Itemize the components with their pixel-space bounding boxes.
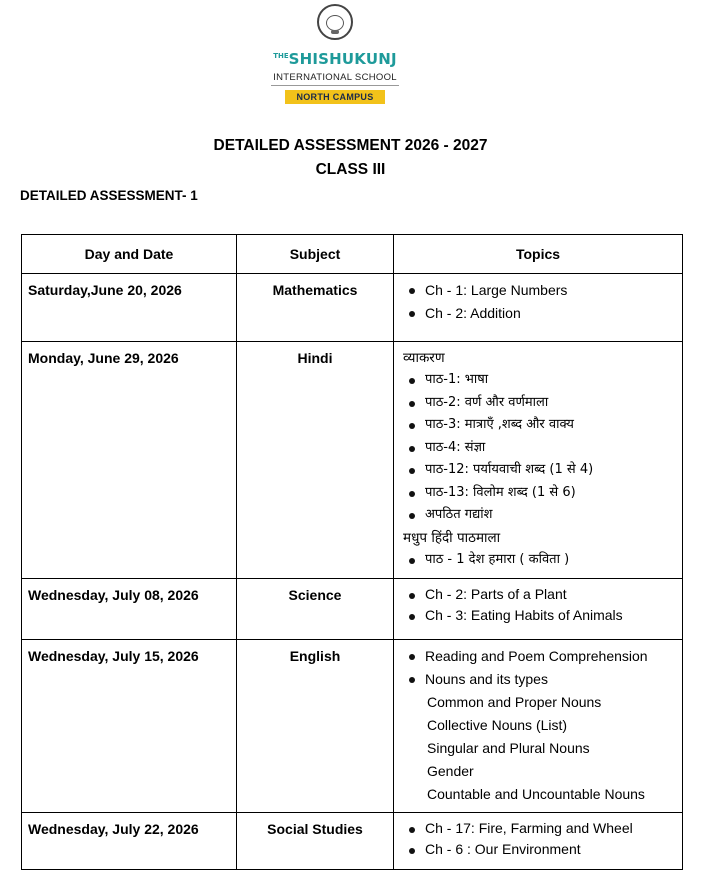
topic-item: Ch - 2: Addition bbox=[403, 302, 676, 325]
topic-item: Ch - 2: Parts of a Plant bbox=[403, 584, 676, 605]
topic-item: Reading and Poem Comprehension bbox=[403, 645, 676, 668]
row-topics bbox=[394, 342, 683, 579]
topic-item: Nouns and its types bbox=[403, 668, 676, 691]
subtopic-item: Gender bbox=[427, 763, 474, 779]
assessment-table bbox=[21, 234, 683, 870]
topic-item: पाठ - 1 देश हमारा ( कविता ) bbox=[403, 549, 676, 572]
row-date: Wednesday, July 15, 2026 bbox=[22, 640, 237, 813]
topic-item: पाठ-13: विलोम शब्द (1 से 6) bbox=[403, 482, 676, 505]
table-row bbox=[22, 579, 683, 640]
class-title: CLASS III bbox=[315, 161, 386, 178]
subtopic-item: Singular and Plural Nouns bbox=[427, 740, 590, 756]
row-subject: Mathematics bbox=[237, 274, 394, 342]
table-row bbox=[22, 274, 683, 342]
row-subject: Science bbox=[237, 579, 394, 640]
logo-campus-badge: NORTH CAMPUS bbox=[285, 90, 385, 104]
topic-item: Ch - 1: Large Numbers bbox=[403, 279, 676, 302]
school-emblem-icon bbox=[317, 4, 353, 40]
subtopic-item: Common and Proper Nouns bbox=[427, 694, 602, 710]
row-topics bbox=[394, 579, 683, 640]
topic-item: Ch - 6 : Our Environment bbox=[403, 839, 676, 860]
page-title: DETAILED ASSESSMENT 2026 - 2027 bbox=[213, 137, 488, 154]
table-header-row bbox=[22, 235, 683, 274]
topic-item: पाठ-1: भाषा bbox=[403, 369, 676, 392]
subtopic-item: Countable and Uncountable Nouns bbox=[427, 786, 645, 802]
topic-item: Ch - 17: Fire, Farming and Wheel bbox=[403, 818, 676, 839]
topic-item: पाठ-4: संज्ञा bbox=[403, 437, 676, 460]
header-day-date: Day and Date bbox=[22, 235, 237, 274]
row-date: Wednesday, July 22, 2026 bbox=[22, 813, 237, 870]
row-date: Wednesday, July 08, 2026 bbox=[22, 579, 237, 640]
topic-item: पाठ-12: पर्यायवाची शब्द (1 से 4) bbox=[403, 459, 676, 482]
logo-brand: $^{THE}$SHISHUKUNJ bbox=[273, 50, 397, 68]
row-topics bbox=[394, 274, 683, 342]
logo-school-type: INTERNATIONAL SCHOOL bbox=[271, 72, 399, 86]
row-topics bbox=[394, 640, 683, 813]
table-row bbox=[22, 640, 683, 813]
row-topics bbox=[394, 813, 683, 870]
topic-item: पाठ-3: मात्राएँ ,शब्द और वाक्य bbox=[403, 414, 676, 437]
table-row bbox=[22, 342, 683, 579]
section-heading: DETAILED ASSESSMENT- 1 bbox=[20, 188, 198, 203]
row-subject: Hindi bbox=[237, 342, 394, 579]
topic-group-title: व्याकरण bbox=[403, 350, 445, 366]
row-date: Monday, June 29, 2026 bbox=[22, 342, 237, 579]
topic-item: Ch - 3: Eating Habits of Animals bbox=[403, 605, 676, 626]
row-subject: English bbox=[237, 640, 394, 813]
subtopic-item: Collective Nouns (List) bbox=[427, 717, 568, 733]
topic-group-title: मधुप हिंदी पाठमाला bbox=[403, 529, 501, 546]
topic-item: पाठ-2: वर्ण और वर्णमाला bbox=[403, 392, 676, 415]
school-logo bbox=[262, 4, 408, 108]
header-subject: Subject bbox=[237, 235, 394, 274]
header-topics: Topics bbox=[394, 235, 683, 274]
table-row bbox=[22, 813, 683, 870]
row-date: Saturday,June 20, 2026 bbox=[22, 274, 237, 342]
topic-item: अपठित गद्यांश bbox=[403, 504, 676, 527]
row-subject: Social Studies bbox=[237, 813, 394, 870]
